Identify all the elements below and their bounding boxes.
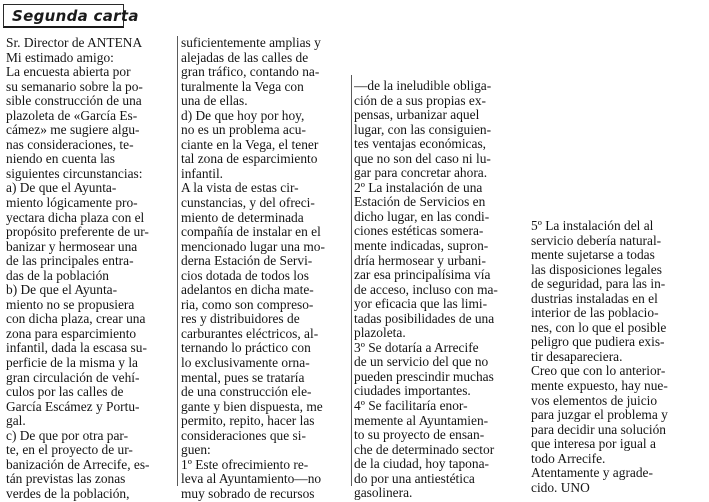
text-line: nes, con lo que el posible <box>531 320 667 335</box>
text-line: permito, repito, hacer las <box>181 414 315 429</box>
text-line: banización de Arrecife, es- <box>6 457 150 472</box>
text-line: che de determinado sector <box>354 442 495 457</box>
text-line: te, en el proyecto de ur- <box>6 443 133 458</box>
text-line: d) De que hoy por hoy, <box>181 108 305 123</box>
text-line: miento no se propusiera <box>6 297 135 312</box>
text-line: 4º Se facilitaría enor- <box>354 399 468 414</box>
text-line: mental, pues se trataría <box>181 370 305 385</box>
text-line: mente indicadas, supron- <box>354 239 489 254</box>
text-line: para juzgar el problema y <box>531 408 668 423</box>
text-line: A la vista de estas cir- <box>181 181 299 196</box>
text-line: infantil. <box>181 166 224 181</box>
text-line: que interesa por igual a <box>531 437 656 452</box>
text-line: memente al Ayuntamien- <box>354 413 489 428</box>
closing-row <box>531 481 691 496</box>
text-line: ciante en la Vega, el tener <box>181 137 319 152</box>
text-line: 2º La instalación de una <box>354 180 483 195</box>
text-line: tal zona de esparcimiento <box>181 152 318 167</box>
text-line: peligro que pudiera exis- <box>531 335 665 350</box>
text-line: gante y bien dispuesta, me <box>181 399 323 414</box>
title-box <box>3 4 139 28</box>
text-line: pueden prescindir muchas <box>354 369 494 384</box>
column-2 <box>181 36 349 502</box>
text-line: mencionado lugar una mo- <box>181 239 325 254</box>
text-line: dría hermosear y urbani- <box>354 253 486 268</box>
text-line: dicho lugar, en las condi- <box>354 209 490 224</box>
text-line: tadas posibilidades de una <box>354 311 495 326</box>
text-line: muy sobrado de recursos <box>181 486 315 501</box>
text-line: plazoleta. <box>354 326 406 341</box>
text-line: zona para esparcimiento <box>6 326 137 341</box>
text-line: vos elementos de juicio <box>531 393 658 408</box>
text-line: Sr. Director de ANTENA <box>6 36 143 50</box>
text-line: Creo que con lo anterior- <box>531 364 666 379</box>
column-rule-1 <box>177 36 178 486</box>
text-line: culos por las calles de <box>6 385 124 400</box>
text-line: de la ciudad, hoy tapona- <box>354 457 489 472</box>
text-line: una de ellas. <box>181 94 248 109</box>
text-line: cios dotada de todos los <box>181 268 309 283</box>
text-line: tán previstas las zonas <box>6 472 126 487</box>
text-line: cámez» me sugiere algu- <box>6 123 140 138</box>
text-line: no es un problema acu- <box>181 123 306 138</box>
text-line: —de la ineludible obliga- <box>354 79 492 93</box>
column-1 <box>6 36 174 502</box>
text-line: mente sujetarse a todas <box>531 248 655 263</box>
text-line: 1º Este ofrecimiento re- <box>181 457 309 472</box>
text-line: para decidir una solución <box>531 422 666 437</box>
text-line: 3º Se dotaría a Arrecife <box>354 340 479 355</box>
text-line: de una construcción ele- <box>181 385 312 400</box>
text-line: gasolinera. <box>354 486 413 501</box>
text-line: La encuesta abierta por <box>6 65 131 80</box>
text-line: sible construcción de una <box>6 94 142 109</box>
text-line: miento de determinada <box>181 210 304 225</box>
text-line: consideraciones que si- <box>181 428 306 443</box>
text-line: pensas, urbanizar aquel <box>354 108 480 123</box>
column-3 <box>354 79 526 501</box>
signature: UNO <box>560 480 590 495</box>
text-line: turalmente la Vega con <box>181 79 304 94</box>
text-line: de un servicio del que no <box>354 355 489 370</box>
text-line: siguientes circunstancias: <box>6 166 143 181</box>
text-line: guen: <box>181 443 211 458</box>
text-line: zar esa principalísima vía <box>354 268 491 283</box>
text-line: de las principales entra- <box>6 254 134 269</box>
text-line: tes ventajas económicas, <box>354 137 486 152</box>
text-line: ciudades importantes. <box>354 384 471 399</box>
text-line: infantil, dada la escasa su- <box>6 341 147 356</box>
text-line: banizar y hermosear una <box>6 239 138 254</box>
text-line: García Escámez y Portu- <box>6 399 140 414</box>
article-title: Segunda carta <box>12 7 139 25</box>
text-line: do por una antiestética <box>354 471 475 486</box>
text-line: de seguridad, para las in- <box>531 277 666 292</box>
text-line: cunstancias, y del ofreci- <box>181 196 315 211</box>
text-line: yectara dicha plaza con el <box>6 210 145 225</box>
text-line: plazoleta de «García Es- <box>6 108 138 123</box>
text-line: lugar, con las consiguien- <box>354 122 492 137</box>
text-line: de acceso, incluso con ma- <box>354 282 498 297</box>
text-line: carburantes eléctricos, al- <box>181 326 319 341</box>
text-line: interior de las poblacio- <box>531 306 659 321</box>
text-line: nas consideraciones, te- <box>6 137 134 152</box>
text-line: das de la población <box>6 268 109 283</box>
text-line: mente expuesto, hay nue- <box>531 379 668 394</box>
text-line: gar para concretar ahora. <box>354 166 488 181</box>
text-line: 5º La instalación del al <box>531 219 654 233</box>
text-line: gran circulación de vehí- <box>6 370 140 385</box>
text-line: res y distribuidores de <box>181 312 300 327</box>
text-line: ción de a sus propias ex- <box>354 93 487 108</box>
text-line: a) De que el Ayunta- <box>6 181 117 196</box>
text-line: Estación de Servicios en <box>354 195 486 210</box>
text-line: c) De que por otra par- <box>6 428 129 443</box>
text-line: verdes de la población, <box>6 486 130 501</box>
text-line: yor eficacia que las limi- <box>354 297 488 312</box>
text-line: propósito preferente de ur- <box>6 225 149 240</box>
text-line: suficientemente amplias y <box>181 36 321 50</box>
text-line: ria, como son compreso- <box>181 297 314 312</box>
text-line: compañía de instalar en el <box>181 225 321 240</box>
text-line: b) De que el Ayunta- <box>6 283 118 298</box>
text-line: Mi estimado amigo: <box>6 50 114 65</box>
text-line: las disposiciones legales <box>531 262 662 277</box>
text-line: su semanario sobre la po- <box>6 79 143 94</box>
text-line: derna Estación de Servi- <box>181 254 313 269</box>
closing-text: cido. <box>531 480 558 495</box>
column-4-lines <box>531 219 704 481</box>
text-line: niendo en cuenta las <box>6 152 115 167</box>
text-line: alejadas de las calles de <box>181 50 309 65</box>
column-4 <box>531 219 704 495</box>
text-line: dustrias instaladas en el <box>531 291 658 306</box>
text-line: to su proyecto de ensan- <box>354 428 485 443</box>
text-line: todo Arrecife. <box>531 451 606 466</box>
text-line: miento lógicamente pro- <box>6 196 138 211</box>
text-line: gal. <box>6 414 26 429</box>
text-line: que no son del caso ni lu- <box>354 151 491 166</box>
text-line: tir desapareciera. <box>531 349 623 364</box>
text-line: gran tráfico, contando na- <box>181 65 320 80</box>
text-line: adelantos en dicha mate- <box>181 283 314 298</box>
text-line: Atentamente y agrade- <box>531 466 653 481</box>
text-line: ternando lo práctico con <box>181 341 311 356</box>
text-line: lo exclusivamente orna- <box>181 356 310 371</box>
text-line: perficie de la misma y la <box>6 356 138 371</box>
text-line: leva al Ayuntamiento—no <box>181 472 322 487</box>
column-rule-2 <box>351 75 352 486</box>
text-line: con dicha plaza, crear una <box>6 312 146 327</box>
text-line: ciones estéticas somera- <box>354 224 484 239</box>
text-line: servicio debería natural- <box>531 233 662 248</box>
